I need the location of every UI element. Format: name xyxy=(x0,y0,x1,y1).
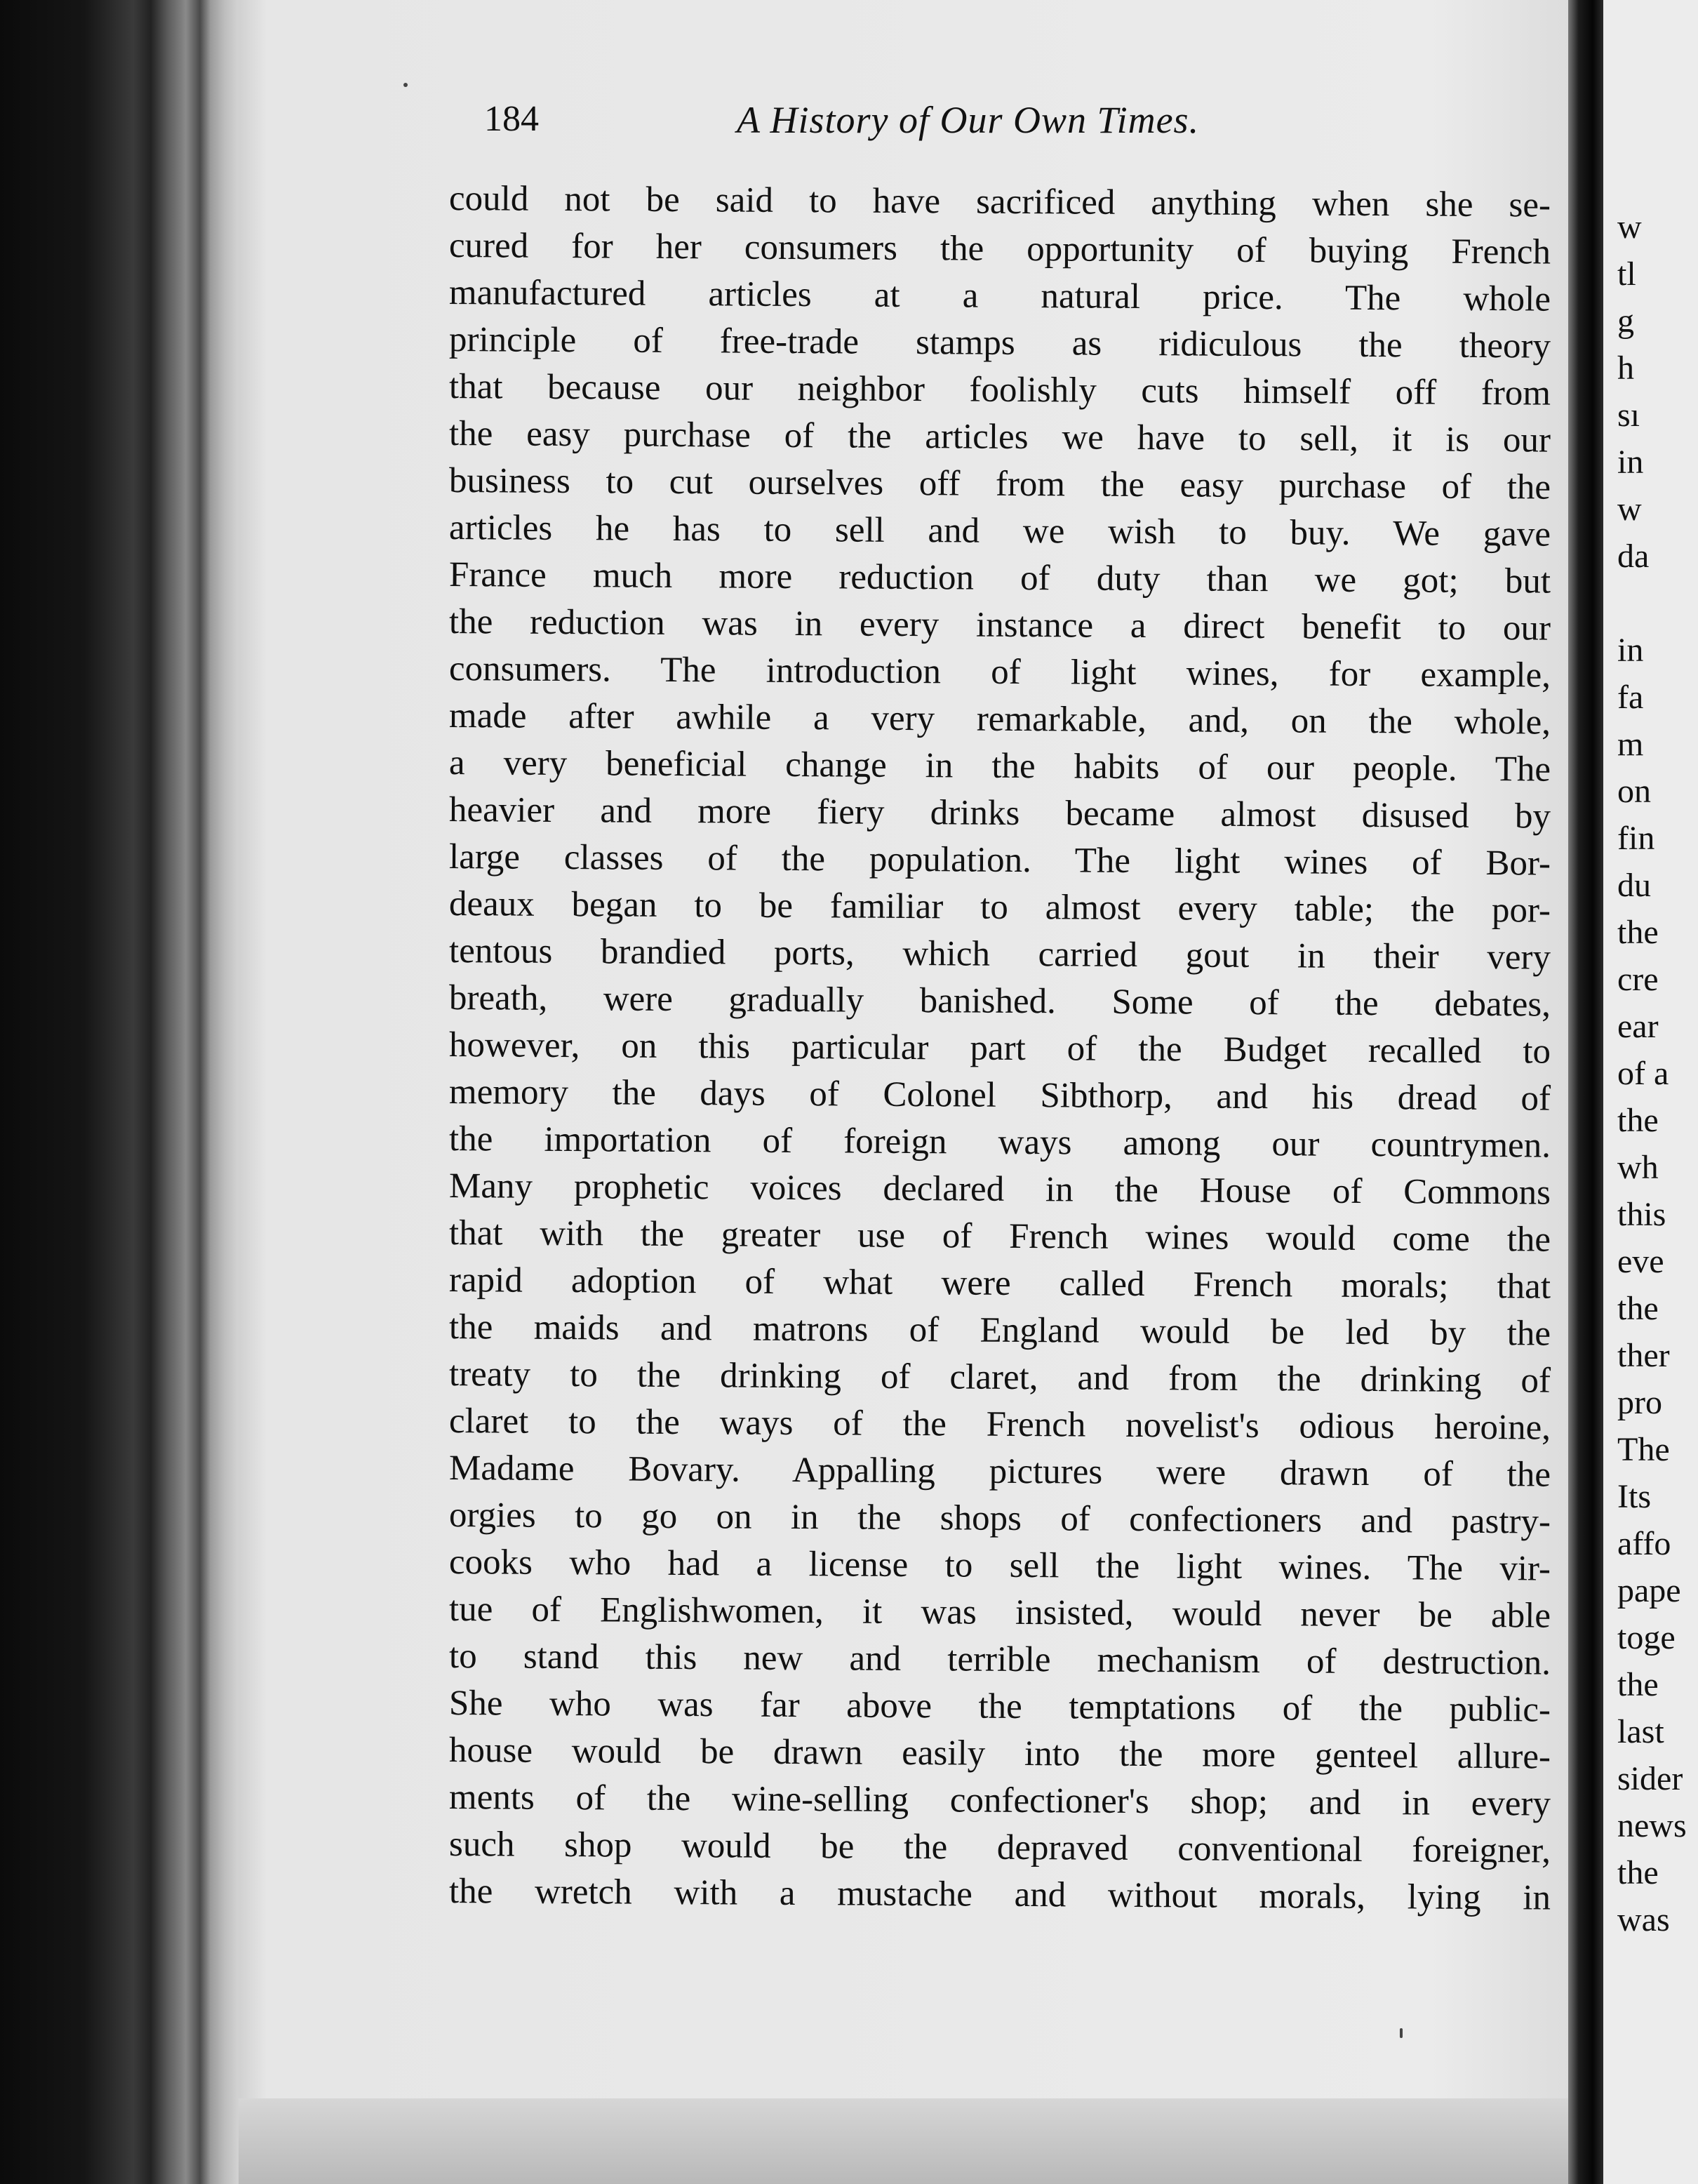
text-line: breath, were gradually banished. Some of the debates, xyxy=(448,978,1551,1025)
text-line: France much more reduction of duty than we got; but xyxy=(448,555,1551,601)
text-line: a very beneficial change in the habits of our people. The xyxy=(448,743,1551,790)
text-line: ments of the wine-selling confectioner's shop; and in every xyxy=(448,1778,1551,1824)
text-line: cured for her consumers the opportunity of buying French xyxy=(448,226,1551,272)
facing-page-line: m xyxy=(1617,726,1644,763)
facing-page-line: wh xyxy=(1617,1149,1659,1186)
text-line: manufactured articles at a natural price. The whole xyxy=(448,273,1551,319)
facing-page-line: w xyxy=(1617,491,1642,528)
text-line: tentous brandied ports, which carried gout in their very xyxy=(448,931,1551,978)
text-line: cooks who had a license to sell the light wines. The vir- xyxy=(448,1543,1551,1589)
text-line: such shop would be the depraved conventional foreigner, xyxy=(448,1825,1551,1871)
page-bottom-margin xyxy=(239,2098,1586,2184)
facing-page-line: eve xyxy=(1617,1243,1664,1280)
facing-page-line: the xyxy=(1617,1854,1659,1891)
text-line: to stand this new and terrible mechanism of destruction. xyxy=(448,1637,1551,1683)
facing-page-line: the xyxy=(1617,1290,1659,1327)
facing-page-line: on xyxy=(1617,773,1651,810)
facing-page-line: in xyxy=(1617,632,1644,669)
facing-page-line: toge xyxy=(1617,1619,1676,1656)
facing-page-line: in xyxy=(1617,444,1644,481)
facing-page-line: da xyxy=(1617,538,1650,575)
facing-page-line xyxy=(1617,580,1687,627)
page-header xyxy=(484,98,1326,154)
facing-page-line: The xyxy=(1617,1431,1670,1468)
facing-page-line: pro xyxy=(1617,1384,1662,1421)
facing-page-line: cre xyxy=(1617,961,1659,998)
text-line: principle of free-trade stamps as ridiculous the theory xyxy=(448,320,1551,366)
facing-page-line: sider xyxy=(1617,1760,1683,1797)
text-line: She who was far above the temptations of the public- xyxy=(448,1684,1551,1730)
book-spine-edge xyxy=(0,0,253,2184)
facing-page-line: fin xyxy=(1617,820,1655,857)
text-line: however, on this particular part of the Budget recalled to xyxy=(448,1025,1551,1072)
facing-page-line: news xyxy=(1617,1807,1687,1844)
facing-page-line: last xyxy=(1617,1713,1664,1750)
page-number: 184 xyxy=(484,99,539,139)
text-line: that because our neighbor foolishly cuts himself off from xyxy=(448,367,1551,413)
text-line: memory the days of Colonel Sibthorp, and his dread of xyxy=(448,1072,1551,1119)
facing-page-line: affo xyxy=(1617,1525,1671,1562)
text-line: house would be drawn easily into the more genteel allure- xyxy=(448,1731,1551,1777)
text-line: treaty to the drinking of claret, and from the drinking of xyxy=(448,1354,1551,1401)
page-speck xyxy=(403,83,408,87)
facing-page-line: sı xyxy=(1617,397,1640,434)
facing-page-line: Its xyxy=(1617,1478,1651,1515)
facing-page-line: this xyxy=(1617,1196,1666,1233)
facing-page-line: the xyxy=(1617,1666,1659,1703)
facing-page-line: the xyxy=(1617,1102,1659,1139)
facing-page-line: w xyxy=(1617,208,1642,246)
facing-page-line: tl xyxy=(1617,255,1636,293)
facing-page-line: h xyxy=(1617,349,1634,387)
page-speck xyxy=(1400,2028,1403,2038)
facing-page-line: du xyxy=(1617,867,1651,904)
text-line: heavier and more fiery drinks became almost disused by xyxy=(448,790,1551,837)
facing-page-line: of a xyxy=(1617,1055,1669,1092)
text-line: made after awhile a very remarkable, and, on the whole, xyxy=(448,696,1551,743)
text-line: tue of Englishwomen, it was insisted, would never be able xyxy=(448,1590,1551,1636)
text-line: that with the greater use of French wines would come the xyxy=(448,1213,1551,1260)
text-line: large classes of the population. The light wines of Bor- xyxy=(448,837,1551,884)
facing-page xyxy=(1603,0,1698,2184)
text-line: the maids and matrons of England would be led by the xyxy=(448,1307,1551,1354)
body-text xyxy=(448,175,1551,1918)
facing-page-line: pape xyxy=(1617,1572,1681,1609)
text-line: orgies to go on in the shops of confectioners and pastry- xyxy=(448,1496,1551,1542)
text-line: the easy purchase of the articles we have to sell, it is our xyxy=(448,414,1551,460)
facing-page-line: g xyxy=(1617,302,1634,340)
text-line: could not be said to have sacrificed anything when she se- xyxy=(448,179,1551,225)
text-line: articles he has to sell and we wish to buy. We gave xyxy=(448,508,1551,554)
running-title: A History of Our Own Times. xyxy=(737,99,1200,141)
text-line: the reduction was in every instance a direct benefit to our xyxy=(448,602,1551,648)
facing-page-line: fa xyxy=(1617,679,1644,716)
facing-page-line: ear xyxy=(1617,1008,1659,1045)
text-line: rapid adoption of what were called French morals; that xyxy=(448,1260,1551,1307)
book-gutter xyxy=(1568,0,1603,2184)
facing-page-line: was xyxy=(1617,1901,1670,1938)
text-line: business to cut ourselves off from the easy purchase of the xyxy=(448,461,1551,507)
text-line: the wretch with a mustache and without morals, lying in xyxy=(448,1872,1551,1918)
facing-page-text xyxy=(1617,204,1687,1943)
text-line: Madame Bovary. Appalling pictures were drawn of the xyxy=(448,1449,1551,1495)
text-line: consumers. The introduction of light wines, for example, xyxy=(448,649,1551,695)
text-line: the importation of foreign ways among our countrymen. xyxy=(448,1119,1551,1166)
facing-page-line: ther xyxy=(1617,1337,1670,1374)
facing-page-line: the xyxy=(1617,914,1659,951)
text-line: deaux began to be familiar to almost every table; the por- xyxy=(448,884,1551,931)
text-line: Many prophetic voices declared in the House of Commons xyxy=(448,1166,1551,1213)
text-line: claret to the ways of the French novelist's odious heroine, xyxy=(448,1401,1551,1448)
